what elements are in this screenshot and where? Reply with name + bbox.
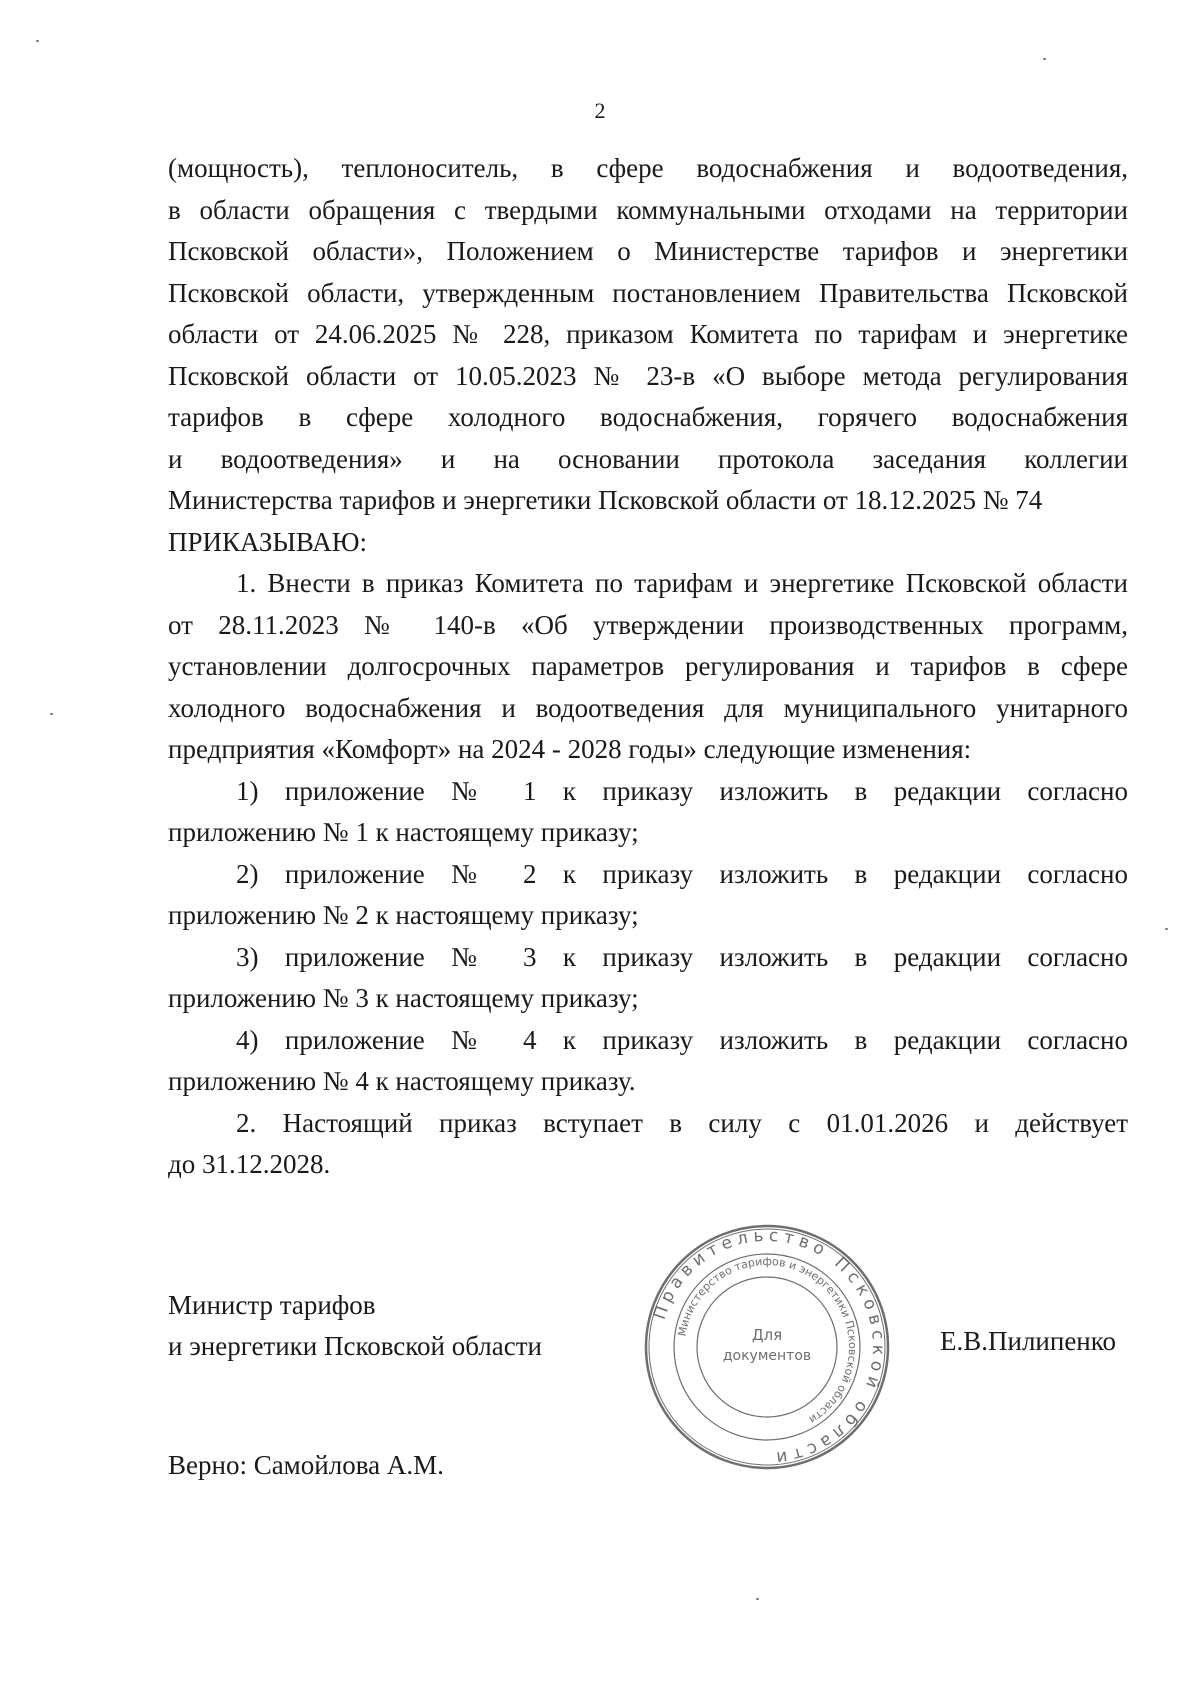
- item2-line: до 31.12.2028.: [168, 1149, 331, 1179]
- scan-speck: [36, 40, 39, 42]
- document-body: [168, 148, 1128, 1186]
- scan-speck: [50, 713, 53, 715]
- body-line: Псковской области от 10.05.2023 № 23-в «О выборе метода регулирования: [168, 360, 1128, 391]
- subitem-3-line: 3) приложение № 3 к приказу изложить в редакции согласно: [236, 941, 1128, 972]
- signature-position-line1: Министр тарифов: [168, 1290, 376, 1320]
- page-number: 2: [594, 98, 606, 123]
- subitem-4-line: 4) приложение № 4 к приказу изложить в редакции согласно: [236, 1024, 1128, 1055]
- body-line: области от 24.06.2025 № 228, приказом Комитета по тарифам и энергетике: [168, 319, 1128, 349]
- item1-line: холодного водоснабжения и водоотведения для муниципального унитарного: [168, 692, 1128, 723]
- stamp-center-line2: документов: [722, 1348, 812, 1364]
- subitem-2-line: приложению № 2 к настоящему приказу;: [168, 900, 639, 930]
- body-line: Псковской области», Положением о Министерстве тарифов и энергетики: [168, 236, 1128, 266]
- official-stamp: [642, 1222, 892, 1472]
- body-line: и водоотведения» и на основании протокола заседания коллегии: [168, 443, 1128, 474]
- stamp-center-line1: Для: [751, 1326, 783, 1344]
- item1-line: от 28.11.2023 № 140-в «Об утверждении производственных программ,: [168, 609, 1128, 640]
- signatory-name: Е.В.Пилипенко: [940, 1326, 1117, 1356]
- body-line: в области обращения с твердыми коммунальными отходами на территории: [168, 194, 1128, 225]
- subitem-2-line: 2) приложение № 2 к приказу изложить в редакции согласно: [236, 858, 1128, 889]
- signature-position-line2: и энергетики Псковской области: [168, 1331, 542, 1361]
- order-word: ПРИКАЗЫВАЮ:: [168, 526, 367, 557]
- item1-line: установлении долгосрочных параметров регулирования и тарифов в сфере: [168, 651, 1128, 681]
- body-line: тарифов в сфере холодного водоснабжения, горячего водоснабжения: [168, 402, 1128, 432]
- subitem-1-line: 1) приложение № 1 к приказу изложить в редакции согласно: [236, 775, 1128, 806]
- stamp-inner-text: Министерство тарифов и энергетики Псковской области: [675, 1254, 860, 1427]
- item2-line: 2. Настоящий приказ вступает в силу с 01.01.2026 и действует: [236, 1107, 1128, 1138]
- item1-line: предприятия «Комфорт» на 2024 - 2028 годы» следующие изменения:: [168, 734, 972, 764]
- subitem-4-line: приложению № 4 к настоящему приказу.: [168, 1066, 636, 1096]
- scan-speck: [1043, 58, 1046, 60]
- certification-note: Верно: Самойлова А.М.: [168, 1450, 444, 1480]
- subitem-3-line: приложению № 3 к настоящему приказу;: [168, 983, 639, 1013]
- body-line: Министерства тарифов и энергетики Псковской области от 18.12.2025 № 74: [168, 485, 1043, 515]
- scan-speck: [1165, 928, 1168, 930]
- stamp-seal-icon: [642, 1222, 892, 1472]
- signature-position: [168, 1285, 542, 1367]
- item1-line: 1. Внести в приказ Комитета по тарифам и энергетике Псковской области: [236, 568, 1128, 598]
- body-line: (мощность), теплоноситель, в сфере водоснабжения и водоотведения,: [168, 153, 1128, 183]
- stamp-outer-text: Правительство Псковской области: [649, 1225, 889, 1469]
- scan-speck: [756, 1598, 759, 1600]
- subitem-1-line: приложению № 1 к настоящему приказу;: [168, 817, 639, 847]
- body-line: Псковской области, утвержденным постановлением Правительства Псковской: [168, 277, 1128, 308]
